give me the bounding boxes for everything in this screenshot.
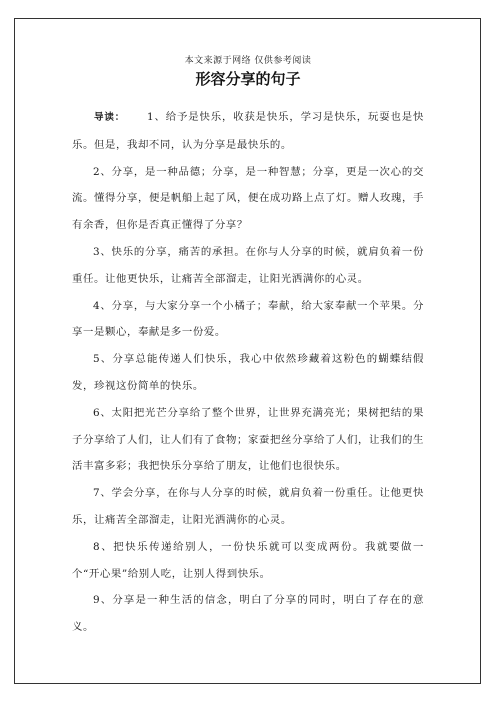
paragraph-5: 5、分享总能传递人们快乐，我心中依然珍藏着这粉色的蝴蝶结假发，珍视这份简单的快乐。 <box>72 353 424 392</box>
article-body <box>72 104 424 641</box>
intro-label: 导读： <box>94 112 126 123</box>
intro-text: 1、给予是快乐，收获是快乐，学习是快乐，玩耍也是快乐。但是，我却不同，认为分享是最快乐的。 <box>72 111 424 151</box>
paragraph-3: 3、快乐的分享，痛苦的承担。在你与人分享的时候，就肩负着一份重任。让他更快乐，让痛苦全部溜走，让阳光洒满你的心灵。 <box>72 245 424 285</box>
paragraph-2: 2、分享，是一种品德；分享，是一种智慧；分享，更是一次心的交流。懂得分享，便是帆船上起了风，便在成功路上点了灯。赠人玫瑰，手有余香，但你是否真正懂得了分享？ <box>72 165 424 232</box>
paragraph-8: 8、把快乐传递给别人，一份快乐就可以变成两份。我就要做一个“开心果”给别人吃，让别人得到快乐。 <box>72 540 424 580</box>
paragraph-7: 7、学会分享，在你与人分享的时候，就肩负着一份重任。让他更快乐，让痛苦全部溜走，让阳光洒满你的心灵。 <box>72 487 424 526</box>
paragraph-9: 9、分享是一种生活的信念，明白了分享的同时，明白了存在的意义。 <box>72 594 424 634</box>
intro-paragraph <box>72 104 424 159</box>
page-title: 形容分享的句子 <box>195 70 301 88</box>
paragraph-6: 6、太阳把光芒分享给了整个世界，让世界充满亮光；果树把结的果子分享给了人们，让人们有了食物；家蚕把丝分享给了人们，让我们的生活丰富多彩；我把快乐分享给了朋友，让他们也很快乐。 <box>72 406 424 473</box>
paragraph-4: 4、分享，与大家分享一个小橘子；奉献，给大家奉献一个苹果。分享一是颗心，奉献是多一份爱。 <box>72 299 424 339</box>
source-note: 本文来源于网络 仅供参考阅读 <box>184 56 312 66</box>
